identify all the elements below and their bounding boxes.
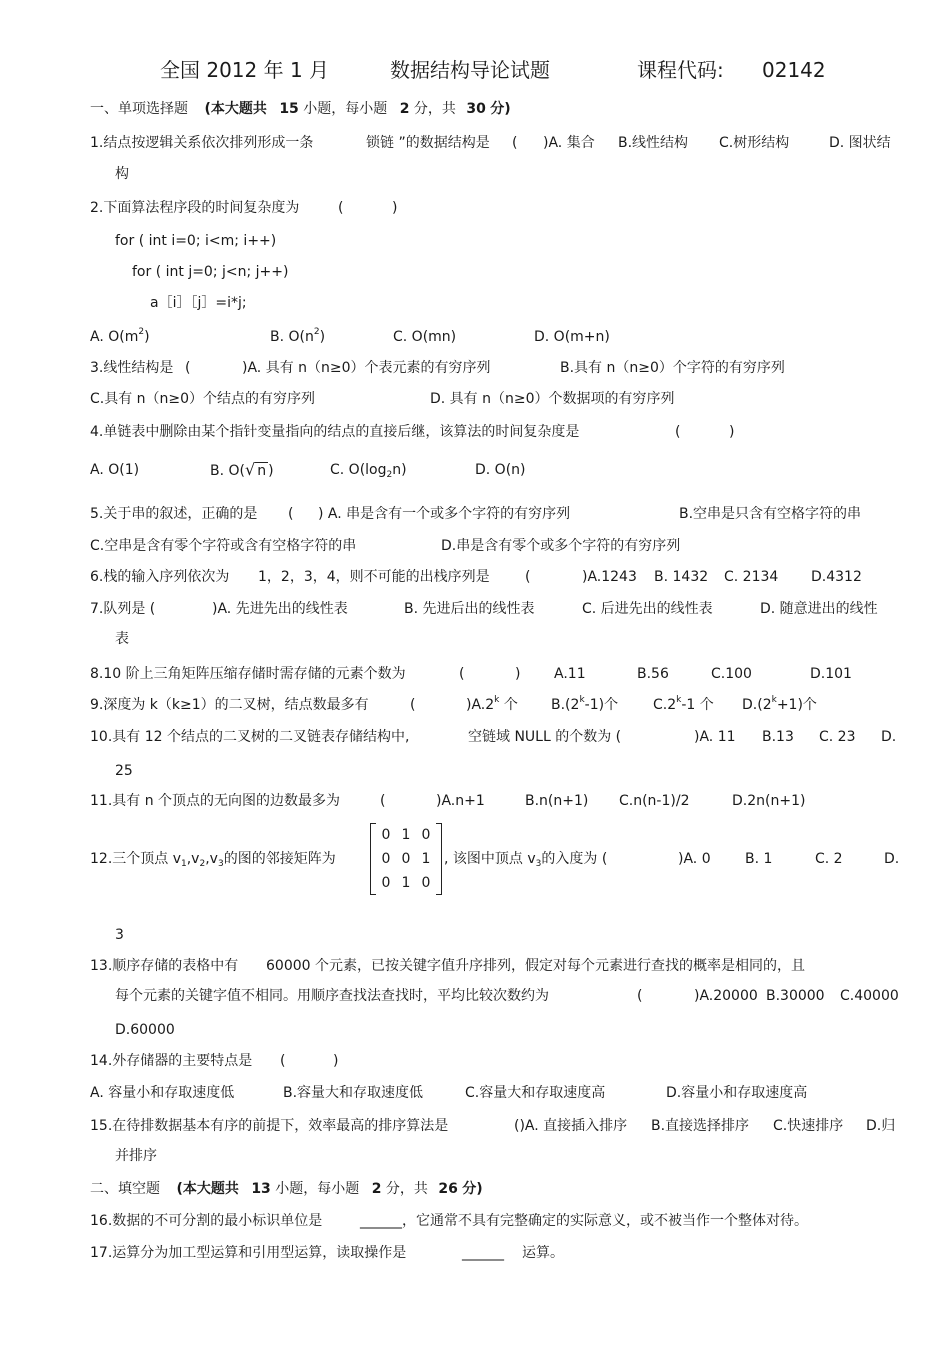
question-2-option-b: B. $O(n^2)$ [270, 327, 326, 345]
question-4-stem: 4.单链表中删除由某个指针变量指向的结点的直接后继，该算法的时间复杂度是 [90, 424, 580, 440]
question-2-code-line-3: a［i］［j］=i*j; [150, 295, 247, 311]
question-8-option-b: B.56 [637, 666, 669, 682]
question-11-option-d: D.2n(n+1) [732, 793, 806, 809]
question-3-option-b: B.具有 n（n≥0）个字符的有穷序列 [560, 360, 785, 376]
question-10-option-b: B.13 [762, 729, 794, 745]
question-2-option-c: C. O(mn) [393, 329, 457, 345]
question-5-option-d: D.串是含有零个或多个字符的有穷序列 [441, 538, 681, 554]
question-7-option-b: B. 先进后出的线性表 [404, 601, 535, 617]
question-14-stem: 14.外存储器的主要特点是 [90, 1053, 253, 1069]
question-6-option-b: B. 1432 [654, 569, 709, 585]
question-12-option-b: B. 1 [745, 851, 773, 867]
question-9-option-c: C.2$^k$-1 个 [653, 695, 714, 713]
question-14-option-b: B.容量大和存取速度低 [283, 1085, 424, 1101]
question-1-option-d: D. 图状结 [829, 135, 891, 151]
question-5-stem: 5.关于串的叙述，正确的是 [90, 506, 258, 522]
title-code: 02142 [762, 58, 826, 82]
matrix-cell: 0 [421, 827, 431, 843]
question-2-code-line-1: for ( int i=0; i<m; i++) [115, 233, 277, 249]
question-11-stem: 11.具有 n 个顶点的无向图的边数最多为 [90, 793, 341, 809]
question-1-stem: 1.结点按逻辑关系依次排列形成一条 [90, 135, 314, 151]
question-3-option-a: )A. 具有 n（n≥0）个表元素的有穷序列 [242, 360, 491, 376]
question-3-stem: 3.线性结构是 [90, 360, 174, 376]
question-7-option-a: )A. 先进先出的线性表 [212, 601, 348, 617]
question-7-option-d: D. 随意进出的线性 [760, 601, 878, 617]
question-3-option-c: C.具有 n（n≥0）个结点的有穷序列 [90, 391, 316, 407]
question-2-stem: 2.下面算法程序段的时间复杂度为 [90, 200, 300, 216]
question-15-stem: 15.在待排数据基本有序的前提下，效率最高的排序算法是 [90, 1118, 449, 1134]
question-5-option-c: C.空串是含有零个字符或含有空格字符的串 [90, 538, 357, 554]
question-11-option-c: C.n(n-1)/2 [619, 793, 690, 809]
question-9-stem: 9.深度为 k（k≥1）的二叉树，结点数最多有 [90, 697, 369, 713]
question-12-stem-cont: , 该图中顶点 $v_3$的入度为 ( [444, 851, 608, 869]
question-6-option-c: C. 2134 [724, 569, 779, 585]
question-10-stem: 10.具有 12 个结点的二叉树的二叉链表存储结构中, [90, 729, 410, 745]
title-date: 全国 2012 年 1 月 [160, 58, 330, 82]
question-6-option-a: )A.1243 [582, 569, 637, 585]
question-8-stem: 8.10 阶上三角矩阵压缩存储时需存储的元素个数为 [90, 666, 406, 682]
question-14-option-a: A. 容量小和存取速度低 [90, 1085, 235, 1101]
question-6-stem: 6.栈的输入序列依次为 [90, 569, 230, 585]
matrix-cell: 0 [381, 827, 391, 843]
question-4-option-c: C. $O(\log_2n)$ [330, 462, 407, 480]
question-2-option-a: A. $O(m^2)$ [90, 327, 150, 345]
question-9-option-b: B.(2$^k$-1)个 [551, 695, 619, 713]
question-17-blank: ______ [462, 1245, 504, 1261]
question-1-option-b: B.线性结构 [618, 135, 689, 151]
question-7-stem: 7.队列是 ( [90, 601, 156, 617]
question-9-option-d: $D.(2^k+1)$个 [742, 695, 817, 713]
question-13-option-d: D.60000 [115, 1022, 175, 1038]
question-4-option-a: A. O(1) [90, 462, 140, 478]
question-16-stem: 16.数据的不可分割的最小标识单位是 [90, 1213, 323, 1229]
question-14-option-c: C.容量大和存取速度高 [465, 1085, 606, 1101]
question-11-option-a: )A.n+1 [436, 793, 485, 809]
matrix-cell: 0 [401, 851, 411, 867]
question-12-stem: 12.三个顶点 $v_1,v_2,v_3$的图的邻接矩阵为 [90, 851, 336, 869]
question-13-option-b: B.30000 [766, 988, 825, 1004]
title-name: 数据结构导论试题 [390, 58, 550, 82]
section2-label: 二、填空题 [90, 1181, 160, 1197]
matrix-cell: 0 [421, 875, 431, 891]
question-2-code-line-2: for ( int j=0; j<n; j++) [132, 264, 289, 280]
question-2-option-d: D. O(m+n) [534, 329, 610, 345]
matrix-cell: 1 [401, 827, 411, 843]
question-8-option-a: A.11 [554, 666, 586, 682]
question-10-option-a: )A. 11 [694, 729, 736, 745]
section1-label: 一、单项选择题 [90, 101, 188, 117]
matrix-cell: 0 [381, 875, 391, 891]
matrix-cell: 1 [401, 875, 411, 891]
question-5-option-b: B.空串是只含有空格字符的串 [679, 506, 862, 522]
adjacency-matrix [370, 823, 442, 895]
question-13-option-c: C.40000 [840, 988, 899, 1004]
section2-header: 二、填空题 (本大题共 13 小题，每小题 2 分，共 26 分) [90, 1181, 483, 1197]
question-1-option-a: )A. 集合 [543, 135, 595, 151]
question-1-option-c: C.树形结构 [719, 135, 790, 151]
question-11-option-b: B.n(n+1) [525, 793, 589, 809]
question-13-option-a: )A.20000 [694, 988, 758, 1004]
question-12-option-d: D. [884, 851, 900, 867]
question-15-option-d: D.归 [866, 1118, 896, 1134]
question-7-option-c: C. 后进先出的线性表 [582, 601, 713, 617]
question-8-option-c: C.100 [711, 666, 752, 682]
question-13-stem: 13.顺序存储的表格中有 [90, 958, 239, 974]
question-15-option-b: B.直接选择排序 [651, 1118, 750, 1134]
question-3-option-d: D. 具有 n（n≥0）个数据项的有穷序列 [430, 391, 675, 407]
question-14-option-d: D.容量小和存取速度高 [666, 1085, 808, 1101]
question-12-option-a: )A. 0 [678, 851, 711, 867]
matrix-cell: 0 [381, 851, 391, 867]
matrix-cell: 1 [421, 851, 431, 867]
matrix-right-bracket [436, 823, 442, 895]
question-8-option-d: D.101 [810, 666, 852, 682]
question-5-option-a: ) A. 串是含有一个或多个字符的有穷序列 [318, 506, 571, 522]
question-12-option-c: C. 2 [815, 851, 843, 867]
title-code-label: 课程代码: [637, 58, 724, 82]
question-17-stem: 17.运算分为加工型运算和引用型运算，读取操作是 [90, 1245, 407, 1261]
question-4-option-d: D. O(n) [475, 462, 526, 478]
question-10-option-c: C. 23 [819, 729, 856, 745]
question-9-option-a: )A.2$^k$ 个 [466, 695, 518, 713]
question-4-option-b: B. O(√ n ) [210, 460, 274, 479]
question-15-option-a: ()A. 直接插入排序 [514, 1118, 628, 1134]
question-10-option-d: D. [881, 729, 897, 745]
question-6-option-d: D.4312 [811, 569, 862, 585]
section1-header: 一、单项选择题 (本大题共 15 小题，每小题 2 分，共 30 分) [90, 101, 511, 117]
question-15-option-c: C.快速排序 [773, 1118, 844, 1134]
